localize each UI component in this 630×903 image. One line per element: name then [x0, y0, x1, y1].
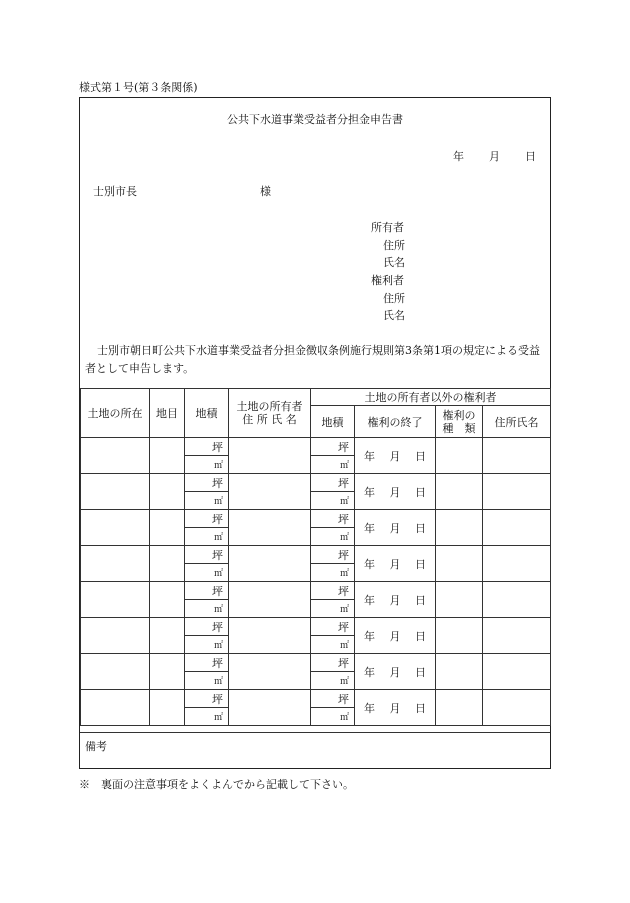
lot-cell[interactable]: [150, 474, 185, 510]
form-title: 公共下水道事業受益者分担金申告書: [227, 113, 403, 126]
rights-area-tsubo-cell[interactable]: 坪: [311, 474, 355, 492]
rights-name-cell[interactable]: [483, 546, 551, 582]
owner-cell[interactable]: [229, 690, 311, 726]
date-year-label: 年: [453, 150, 464, 163]
area-sqm-cell[interactable]: ㎡: [185, 456, 229, 474]
header-owner-line1: 土地の所有者: [236, 400, 303, 413]
owner-cell[interactable]: [229, 546, 311, 582]
owner-cell[interactable]: [229, 438, 311, 474]
rights-name-cell[interactable]: [483, 438, 551, 474]
header-other-rights: 土地の所有者以外の権利者: [311, 389, 551, 406]
lot-cell[interactable]: [150, 438, 185, 474]
lot-cell[interactable]: [150, 618, 185, 654]
owner-cell[interactable]: [229, 654, 311, 690]
rights-area-tsubo-cell[interactable]: 坪: [311, 654, 355, 672]
rights-area-sqm-cell[interactable]: ㎡: [311, 492, 355, 510]
rights-type-cell[interactable]: [436, 474, 483, 510]
rights-area-sqm-cell[interactable]: ㎡: [311, 672, 355, 690]
date-day-label: 日: [525, 150, 536, 163]
term-day: 日: [415, 629, 426, 643]
rights-area-tsubo-cell[interactable]: 坪: [311, 582, 355, 600]
rights-name-cell[interactable]: [483, 474, 551, 510]
area-sqm-cell[interactable]: ㎡: [185, 672, 229, 690]
rights-type-cell[interactable]: [436, 582, 483, 618]
honorific: 様: [260, 185, 271, 198]
term-year: 年: [364, 449, 375, 463]
lot-cell[interactable]: [150, 582, 185, 618]
table-row: [81, 438, 551, 456]
rights-holder-label: 権利者: [371, 274, 404, 287]
rights-end-cell[interactable]: [355, 582, 436, 618]
term-month: 月: [389, 593, 401, 607]
location-cell[interactable]: [81, 474, 150, 510]
table-row: [81, 546, 551, 564]
rights-area-tsubo-cell[interactable]: 坪: [311, 546, 355, 564]
footnote: ※ 裏面の注意事項をよくよんでから記載して下さい。: [79, 778, 354, 791]
table-row: [81, 654, 551, 672]
area-sqm-cell[interactable]: ㎡: [185, 636, 229, 654]
rights-name-cell[interactable]: [483, 510, 551, 546]
location-cell[interactable]: [81, 690, 150, 726]
term-month: 月: [389, 629, 401, 643]
term-day: 日: [415, 485, 426, 499]
header-owner: [229, 389, 311, 438]
term-year: 年: [364, 593, 375, 607]
header-lot: 地目: [150, 389, 185, 438]
area-sqm-cell[interactable]: ㎡: [185, 492, 229, 510]
rights-area-tsubo-cell[interactable]: 坪: [311, 690, 355, 708]
table-row: [81, 474, 551, 492]
rights-area-tsubo-cell[interactable]: 坪: [311, 438, 355, 456]
declaration-text: 士別市朝日町公共下水道事業受益者分担金徴収条例施行規則第3条第1項の規定による受益者として申告します。: [85, 344, 540, 375]
form-frame: [79, 97, 551, 769]
lot-cell[interactable]: [150, 654, 185, 690]
rights-end-cell[interactable]: [355, 510, 436, 546]
location-cell[interactable]: [81, 510, 150, 546]
term-year: 年: [364, 629, 375, 643]
owner-cell[interactable]: [229, 582, 311, 618]
rights-type-cell[interactable]: [436, 690, 483, 726]
date-month-label: 月: [489, 150, 500, 163]
area-tsubo-cell[interactable]: 坪: [185, 546, 229, 564]
owner-cell[interactable]: [229, 474, 311, 510]
area-tsubo-cell[interactable]: 坪: [185, 654, 229, 672]
area-tsubo-cell[interactable]: 坪: [185, 510, 229, 528]
header-rights-type: [436, 406, 483, 438]
location-cell[interactable]: [81, 654, 150, 690]
term-month: 月: [389, 701, 401, 715]
header-rights-area: 地積: [311, 406, 355, 438]
term-month: 月: [389, 485, 401, 499]
rights-name-cell[interactable]: [483, 618, 551, 654]
rights-area-sqm-cell[interactable]: ㎡: [311, 600, 355, 618]
owner-name-label: 氏名: [383, 256, 405, 269]
term-month: 月: [389, 521, 401, 535]
table-row: [81, 582, 551, 600]
term-month: 月: [389, 665, 401, 679]
term-day: 日: [415, 701, 426, 715]
location-cell[interactable]: [81, 582, 150, 618]
lot-cell[interactable]: [150, 690, 185, 726]
area-tsubo-cell[interactable]: 坪: [185, 438, 229, 456]
location-cell[interactable]: [81, 618, 150, 654]
area-tsubo-cell[interactable]: 坪: [185, 582, 229, 600]
location-cell[interactable]: [81, 438, 150, 474]
owner-cell[interactable]: [229, 618, 311, 654]
area-sqm-cell[interactable]: ㎡: [185, 528, 229, 546]
header-rights-end: 権利の終了: [355, 406, 436, 438]
rights-area-tsubo-cell[interactable]: 坪: [311, 618, 355, 636]
term-day: 日: [415, 665, 426, 679]
form-code: 様式第１号(第３条関係): [79, 81, 198, 94]
term-day: 日: [415, 557, 426, 571]
term-year: 年: [364, 485, 375, 499]
rights-name-cell[interactable]: [483, 582, 551, 618]
header-rights-type-line1: 権利の: [442, 408, 476, 422]
rights-end-cell[interactable]: [355, 546, 436, 582]
term-year: 年: [364, 521, 375, 535]
table-row: [81, 618, 551, 636]
area-sqm-cell[interactable]: ㎡: [185, 708, 229, 726]
term-year: 年: [364, 701, 375, 715]
header-area: 地積: [185, 389, 229, 438]
owner-label: 所有者: [371, 221, 404, 234]
rights-end-cell[interactable]: [355, 474, 436, 510]
area-tsubo-cell[interactable]: 坪: [185, 618, 229, 636]
term-month: 月: [389, 557, 401, 571]
rights-holder-address-label: 住所: [383, 292, 405, 305]
rights-area-tsubo-cell[interactable]: 坪: [311, 510, 355, 528]
lot-cell[interactable]: [150, 546, 185, 582]
rights-area-sqm-cell[interactable]: ㎡: [311, 456, 355, 474]
rights-end-cell[interactable]: [355, 654, 436, 690]
rights-area-sqm-cell[interactable]: ㎡: [311, 528, 355, 546]
remarks-label: 備考: [85, 740, 107, 753]
term-day: 日: [415, 593, 426, 607]
rights-holder-name-label: 氏名: [383, 309, 405, 322]
remarks-box: [80, 732, 550, 769]
addressee: 士別市長: [93, 185, 137, 198]
rights-area-sqm-cell[interactable]: ㎡: [311, 636, 355, 654]
header-rights-name: 住所氏名: [483, 406, 551, 438]
owner-cell[interactable]: [229, 510, 311, 546]
term-year: 年: [364, 557, 375, 571]
rights-type-cell[interactable]: [436, 546, 483, 582]
rights-end-cell[interactable]: [355, 690, 436, 726]
rights-type-cell[interactable]: [436, 618, 483, 654]
rights-end-cell[interactable]: [355, 618, 436, 654]
header-rights-type-line2: 種 類: [442, 421, 476, 435]
header-location: 土地の所在: [81, 389, 150, 438]
term-year: 年: [364, 665, 375, 679]
term-day: 日: [415, 521, 426, 535]
rights-end-cell[interactable]: [355, 438, 436, 474]
area-sqm-cell[interactable]: ㎡: [185, 564, 229, 582]
header-owner-line2: 住 所 氏 名: [242, 413, 297, 426]
rights-name-cell[interactable]: [483, 654, 551, 690]
lot-cell[interactable]: [150, 510, 185, 546]
area-tsubo-cell[interactable]: 坪: [185, 474, 229, 492]
term-day: 日: [415, 449, 426, 463]
location-cell[interactable]: [81, 546, 150, 582]
rights-type-cell[interactable]: [436, 438, 483, 474]
table-row: [81, 690, 551, 708]
owner-address-label: 住所: [383, 239, 405, 252]
area-tsubo-cell[interactable]: 坪: [185, 690, 229, 708]
rights-area-sqm-cell[interactable]: ㎡: [311, 564, 355, 582]
rights-area-sqm-cell[interactable]: ㎡: [311, 708, 355, 726]
rights-name-cell[interactable]: [483, 690, 551, 726]
term-month: 月: [389, 449, 401, 463]
rights-type-cell[interactable]: [436, 654, 483, 690]
area-sqm-cell[interactable]: ㎡: [185, 600, 229, 618]
rights-type-cell[interactable]: [436, 510, 483, 546]
land-table: [80, 388, 551, 726]
table-row: [81, 510, 551, 528]
